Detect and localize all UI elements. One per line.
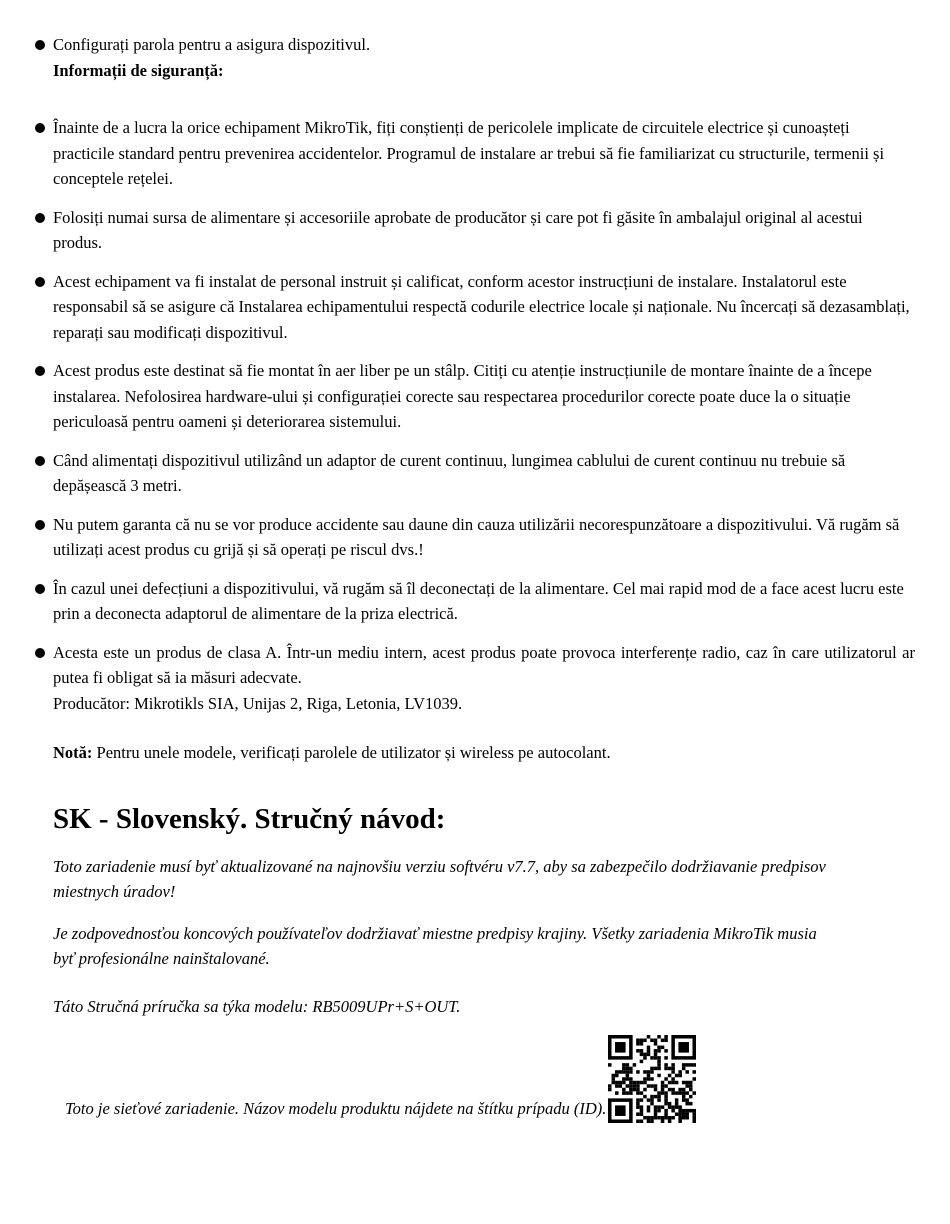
bullet-item-configure-password <box>35 32 915 83</box>
bullet-item: Nu putem garanta că nu se vor produce accidente sau daune din cauza utilizării necorespunzătoare a dispozitivului. Vă rugăm să utilizați acest produs cu grijă și să operați pe riscul dvs.! <box>35 512 915 563</box>
qr-code-icon <box>608 1035 696 1123</box>
sk-section-heading: SK - Slovenský. Stručný návod: <box>53 802 446 835</box>
sk-model-paragraph: Táto Stručná príručka sa týka modelu: RB5009UPr+S+OUT. <box>53 996 461 1016</box>
intro-list <box>35 32 915 83</box>
note-label: Notă: <box>53 743 93 762</box>
safety-info-subheading: Informații de siguranță: <box>53 60 224 80</box>
sk-paragraph: Toto zariadenie musí byť aktualizované na najnovšiu verziu softvéru v7.7, aby sa zabezpečilo dodržiavanie predpisov miestnych úradov! <box>53 856 826 901</box>
bullet-text: Configurați parola pentru a asigura dispozitivul. <box>53 35 371 54</box>
note-text: Pentru unele modele, verificați parolele de utilizator și wireless pe autocolant. <box>96 743 611 762</box>
safety-list <box>35 115 915 716</box>
bullet-item: Folosiți numai sursa de alimentare și accesoriile aprobate de producător și care pot fi găsite în ambalajul original al acestui produs. <box>35 205 915 256</box>
bullet-item: Acest echipament va fi instalat de personal instruit și calificat, conform acestor instrucțiuni de instalare. Instalatorul este responsabil să se asigure că Instalarea echipamentului respectă codurile electrice locale și naționale. Nu încercați să dezasamblați, reparați sau modificați dispozitivul. <box>35 269 915 346</box>
bullet-item: Înainte de a lucra la orice echipament MikroTik, fiți conștienți de pericolele implicate de circuitele electrice și cunoașteți practicile standard pentru prevenirea accidentelor. Programul de instalare ar trebui să fie familiarizat cu structurile, termenii și conceptele rețelei. <box>35 115 915 192</box>
footer-note: Toto je sieťové zariadenie. Názov modelu produktu nájdete na štítku prípadu (ID). <box>65 1098 607 1118</box>
footer-row <box>65 1035 915 1123</box>
note-paragraph <box>53 740 915 766</box>
producer-line: Producător: Mikrotikls SIA, Unijas 2, Riga, Letonia, LV1039. <box>53 693 463 713</box>
bullet-text: Acesta este un produs de clasa A. Într-un mediu intern, acest produs poate provoca interferențe radio, caz în care utilizatorul ar putea fi obligat să ia măsuri adecvate. <box>53 642 915 687</box>
bullet-item-class-a <box>35 640 915 717</box>
bullet-item: Când alimentați dispozitivul utilizând un adaptor de curent continuu, lungimea cablului de curent continuu nu trebuie să depășească 3 metri. <box>35 448 915 499</box>
sk-paragraph: Je zodpovednosťou koncových používateľov dodržiavať miestne predpisy krajiny. Všetky zariadenia MikroTik musia byť profesionálne nainštalované. <box>53 923 817 968</box>
bullet-item: Acest produs este destinat să fie montat în aer liber pe un stâlp. Citiți cu atenție instrucțiunile de montare înainte de a începe instalarea. Nefolosirea hardware-ului și configurației corecte sau respectarea procedurilor corecte poate duce la o situație periculoasă pentru oameni și deteriorarea sistemului. <box>35 358 915 435</box>
qr-code-container <box>608 1035 696 1123</box>
bullet-item: În cazul unei defecțiuni a dispozitivului, vă rugăm să îl deconectați de la alimentare. Cel mai rapid mod de a face acest lucru este prin a deconecta adaptorul de alimentare de la priza electrică. <box>35 576 915 627</box>
